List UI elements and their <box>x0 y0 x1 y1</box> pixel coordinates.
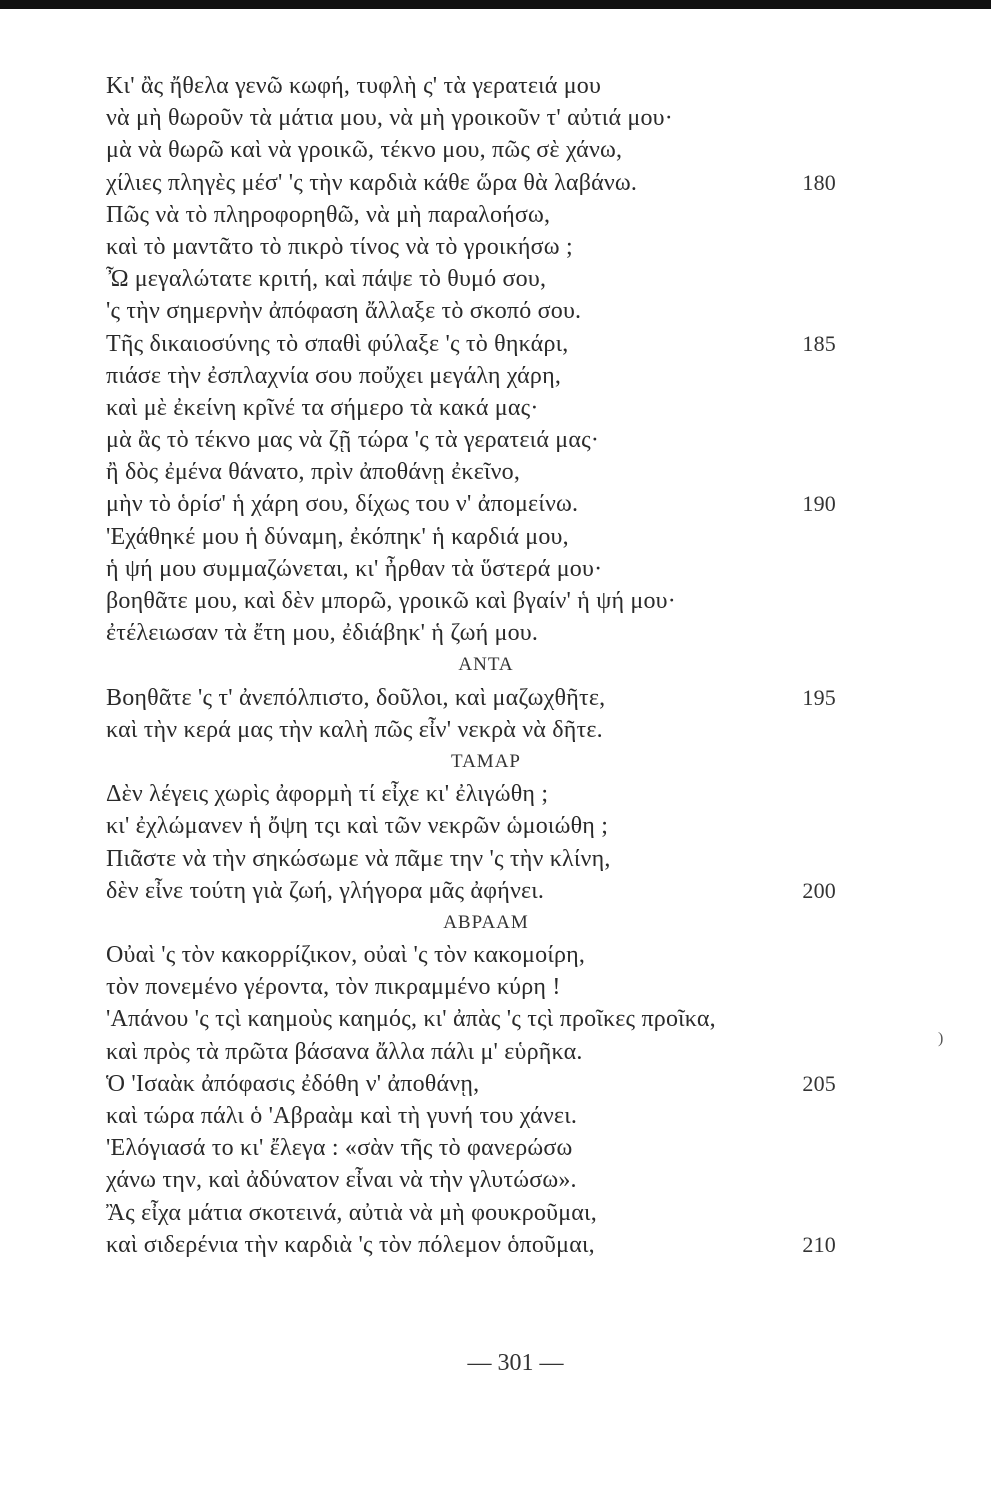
verse-block-4 <box>106 939 836 1261</box>
verse-line <box>106 488 836 520</box>
verse-text: δὲν εἶνε τούτη γιὰ ζωή, γλήγορα μᾶς ἀφήνει. <box>106 877 545 904</box>
verse-line <box>106 134 836 166</box>
speaker-name: ΤΑΜΑΡ <box>451 750 521 772</box>
page-number: — 301 — <box>467 1350 564 1376</box>
verse-text: Ἂς εἶχα μάτια σκοτεινά, αὐτιὰ νὰ μὴ φουκροῦμαι, <box>106 1199 597 1226</box>
verse-text: Οὐαὶ 'ς τὸν κακορρίζικον, οὐαὶ 'ς τὸν κακομοίρη, <box>106 942 586 969</box>
line-number: 190 <box>802 491 836 517</box>
verse-line <box>106 199 836 231</box>
verse-text: μὴν τὸ ὁρίσ' ἡ χάρη σου, δίχως του ν' ἀπομείνω. <box>106 491 579 518</box>
verse-line <box>106 1068 836 1100</box>
margin-mark: ) <box>938 1030 944 1047</box>
verse-line <box>106 553 836 585</box>
verse-text: ἢ δὸς ἐμένα θάνατο, πρὶν ἀποθάνῃ ἐκεῖνο, <box>106 459 521 486</box>
verse-line <box>106 1132 836 1164</box>
line-number: 180 <box>802 169 836 195</box>
verse-line <box>106 971 836 1003</box>
verse-line <box>106 1229 836 1261</box>
verse-text: τὸν πονεμένο γέροντα, τὸν πικραμμένο κύρη ! <box>106 974 561 1001</box>
verse-text: ἐτέλειωσαν τὰ ἔτη μου, ἐδιάβηκ' ἡ ζωή μου. <box>106 620 539 647</box>
verse-block-1 <box>106 70 836 649</box>
verse-text: βοηθᾶτε μου, καὶ δὲν μπορῶ, γροικῶ καὶ βγαίν' ἡ ψή μου· <box>106 588 676 614</box>
verse-text: μὰ νὰ θωρῶ καὶ νὰ γροικῶ, τέκνο μου, πῶς σὲ χάνω, <box>106 137 623 164</box>
verse-text: Τῆς δικαιοσύνης τὸ σπαθὶ φύλαξε 'ς τὸ θηκάρι, <box>106 330 569 357</box>
line-number: 205 <box>802 1070 836 1096</box>
verse-line <box>106 392 836 424</box>
line-number: 200 <box>802 877 836 903</box>
verse-line <box>106 328 836 360</box>
line-number: 210 <box>802 1231 836 1257</box>
verse-line <box>106 778 836 810</box>
verse-line <box>106 1003 836 1035</box>
verse-line <box>106 843 836 875</box>
verse-line <box>106 1100 836 1132</box>
verse-text: 'Ελόγιασά το κι' ἔλεγα : «σὰν τῆς τὸ φανερώσω <box>106 1135 573 1162</box>
verse-line <box>106 167 836 199</box>
verse-text: μὰ ἂς τὸ τέκνο μας νὰ ζῇ τώρα 'ς τὰ γερατειά μας· <box>106 427 600 454</box>
verse-line <box>106 939 836 971</box>
line-number: 195 <box>802 684 836 710</box>
verse-text: ἡ ψή μου συμμαζώνεται, κι' ἦρθαν τὰ ὕστερά μου· <box>106 555 603 582</box>
verse-text: καὶ τὸ μαντᾶτο τὸ πικρὸ τίνος νὰ τὸ γροικήσω ; <box>106 233 573 260</box>
verse-line <box>106 456 836 488</box>
verse-line <box>106 585 836 617</box>
verse-text: καὶ τώρα πάλι ὁ 'Αβραὰμ καὶ τὴ γυνή του χάνει. <box>106 1103 578 1129</box>
speaker-name: ΑΒΡΑΑΜ <box>443 911 529 933</box>
verse-line <box>106 1164 836 1196</box>
verse-text: νὰ μὴ θωροῦν τὰ μάτια μου, νὰ μὴ γροικοῦν τ' αὐτιά μου· <box>106 105 673 132</box>
verse-text: Πῶς νὰ τὸ πληροφορηθῶ, νὰ μὴ παραλοήσω, <box>106 201 551 228</box>
verse-text: πιάσε τὴν ἐσπλαχνία σου ποὔχει μεγάλη χάρη, <box>106 362 562 389</box>
verse-line <box>106 231 836 263</box>
verse-line <box>106 424 836 456</box>
poem-text <box>106 70 836 1261</box>
verse-text: Κι' ἂς ἤθελα γενῶ κωφή, τυφλὴ ς' τὰ γερατειά μου <box>106 73 602 99</box>
verse-line <box>106 1036 836 1068</box>
verse-text: Βοηθᾶτε 'ς τ' ἀνεπόλπιστο, δοῦλοι, καὶ μαζωχθῆτε, <box>106 684 606 711</box>
verse-text: 'Εχάθηκέ μου ἡ δύναμη, ἐκόπηκ' ἡ καρδιά μου, <box>106 523 569 550</box>
verse-text: καὶ μὲ ἐκείνη κρῖνέ τα σήμερο τὰ κακά μας· <box>106 394 539 421</box>
verse-line <box>106 810 836 842</box>
verse-text: Δὲν λέγεις χωρὶς ἀφορμὴ τί εἶχε κι' ἐλιγώθη ; <box>106 781 549 808</box>
verse-line <box>106 295 836 327</box>
verse-line <box>106 102 836 134</box>
verse-text: χάνω την, καὶ ἀδύνατον εἶναι νὰ τὴν γλυτώσω». <box>106 1167 577 1194</box>
verse-text: Ὁ 'Ισαὰκ ἀπόφασις ἐδόθη ν' ἀποθάνῃ, <box>106 1070 480 1097</box>
verse-line <box>106 360 836 392</box>
verse-block-2 <box>106 682 836 746</box>
speaker-name: ΑΝΤΑ <box>458 654 514 676</box>
verse-line <box>106 263 836 295</box>
verse-line <box>106 1197 836 1229</box>
verse-text: Πιᾶστε νὰ τὴν σηκώσωμε νὰ πᾶμε την 'ς τὴν κλίνη, <box>106 845 611 872</box>
verse-line <box>106 682 836 714</box>
verse-line <box>106 617 836 649</box>
verse-block-3 <box>106 778 836 907</box>
verse-text: καὶ τὴν κερά μας τὴν καλὴ πῶς εἶν' νεκρὰ νὰ δῆτε. <box>106 716 603 743</box>
verse-text: καὶ πρὸς τὰ πρῶτα βάσανα ἄλλα πάλι μ' εὑρῆκα. <box>106 1038 583 1065</box>
verse-text: 'ς τὴν σημερνὴν ἀπόφαση ἄλλαξε τὸ σκοπό σου. <box>106 298 582 325</box>
verse-text: 'Απάνου 'ς τςὶ καημοὺς καημός, κι' ἀπὰς 'ς τςὶ προῖκες προῖκα, <box>106 1006 716 1033</box>
verse-line <box>106 714 836 746</box>
line-number: 185 <box>802 330 836 356</box>
verse-text: Ὦ μεγαλώτατε κριτή, καὶ πάψε τὸ θυμό σου, <box>106 266 547 293</box>
verse-text: κι' ἐχλώμανεν ἡ ὄψη τςι καὶ τῶν νεκρῶν ὡμοιώθη ; <box>106 813 609 840</box>
scan-top-border <box>0 0 991 9</box>
verse-line <box>106 521 836 553</box>
verse-text: καὶ σιδερένια τὴν καρδιὰ 'ς τὸν πόλεμον ὁποῦμαι, <box>106 1231 595 1258</box>
verse-line <box>106 875 836 907</box>
verse-line <box>106 70 836 102</box>
verse-text: χίλιες πληγὲς μέσ' 'ς τὴν καρδιὰ κάθε ὥρα θὰ λαβάνω. <box>106 169 638 196</box>
